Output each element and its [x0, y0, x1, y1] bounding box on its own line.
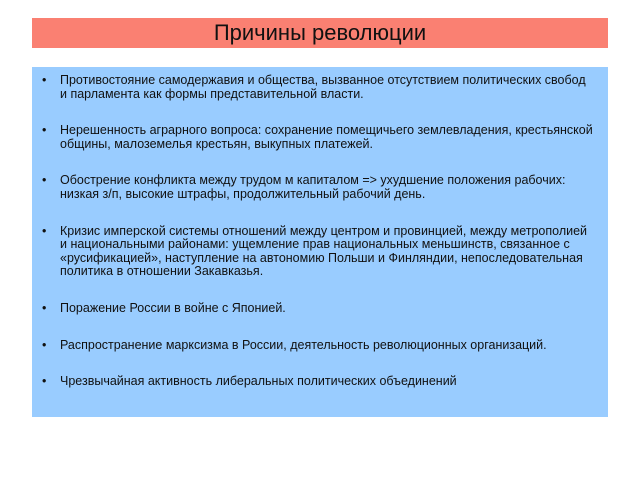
bullet-text: Обострение конфликта между трудом м капиталом => ухудшение положения рабочих: низкая з/п, высокие штрафы, продолжительный рабочий день.	[60, 173, 566, 201]
bullet-text: Распространение марксизма в России, деятельность революционных организаций.	[60, 337, 547, 352]
bullet-dot-icon: •	[42, 223, 47, 238]
slide-title-bar	[32, 18, 608, 48]
slide-title: Причины революции	[213, 20, 427, 45]
bullet-dot-icon: •	[42, 337, 47, 352]
bullet-item	[42, 174, 596, 201]
bullet-item	[42, 74, 596, 101]
bullet-list	[42, 74, 596, 389]
bullet-dot-icon: •	[42, 374, 47, 389]
bullet-text: Чрезвычайная активность либеральных политических объединений	[60, 374, 457, 389]
bullet-text: Поражение России в войне с Японией.	[60, 300, 286, 315]
bullet-item	[42, 124, 596, 151]
bullet-item	[42, 225, 596, 279]
bullet-text: Противостояние самодержавия и общества, вызванное отсутствием политических свобод и парламента как формы представительной власти.	[60, 73, 586, 101]
bullet-dot-icon: •	[42, 300, 47, 315]
bullet-item	[42, 375, 596, 389]
bullet-item	[42, 302, 596, 316]
content-panel	[32, 67, 608, 417]
bullet-dot-icon: •	[42, 173, 47, 188]
bullet-text: Кризис имперской системы отношений между центром и провинцией, между метрополией и национальными районами: ущемление прав национальных меньшинств, связанное с «русификацией», наступление на автономию Польши и Финляндии, непоследовательная политика в отношении Закавказья.	[60, 223, 588, 279]
bullet-text: Нерешенность аграрного вопроса: сохранение помещичьего землевладения, крестьянской общины, малоземелья крестьян, выкупных платежей.	[60, 123, 593, 151]
bullet-dot-icon: •	[42, 73, 47, 87]
bullet-dot-icon: •	[42, 123, 47, 138]
bullet-item	[42, 339, 596, 353]
